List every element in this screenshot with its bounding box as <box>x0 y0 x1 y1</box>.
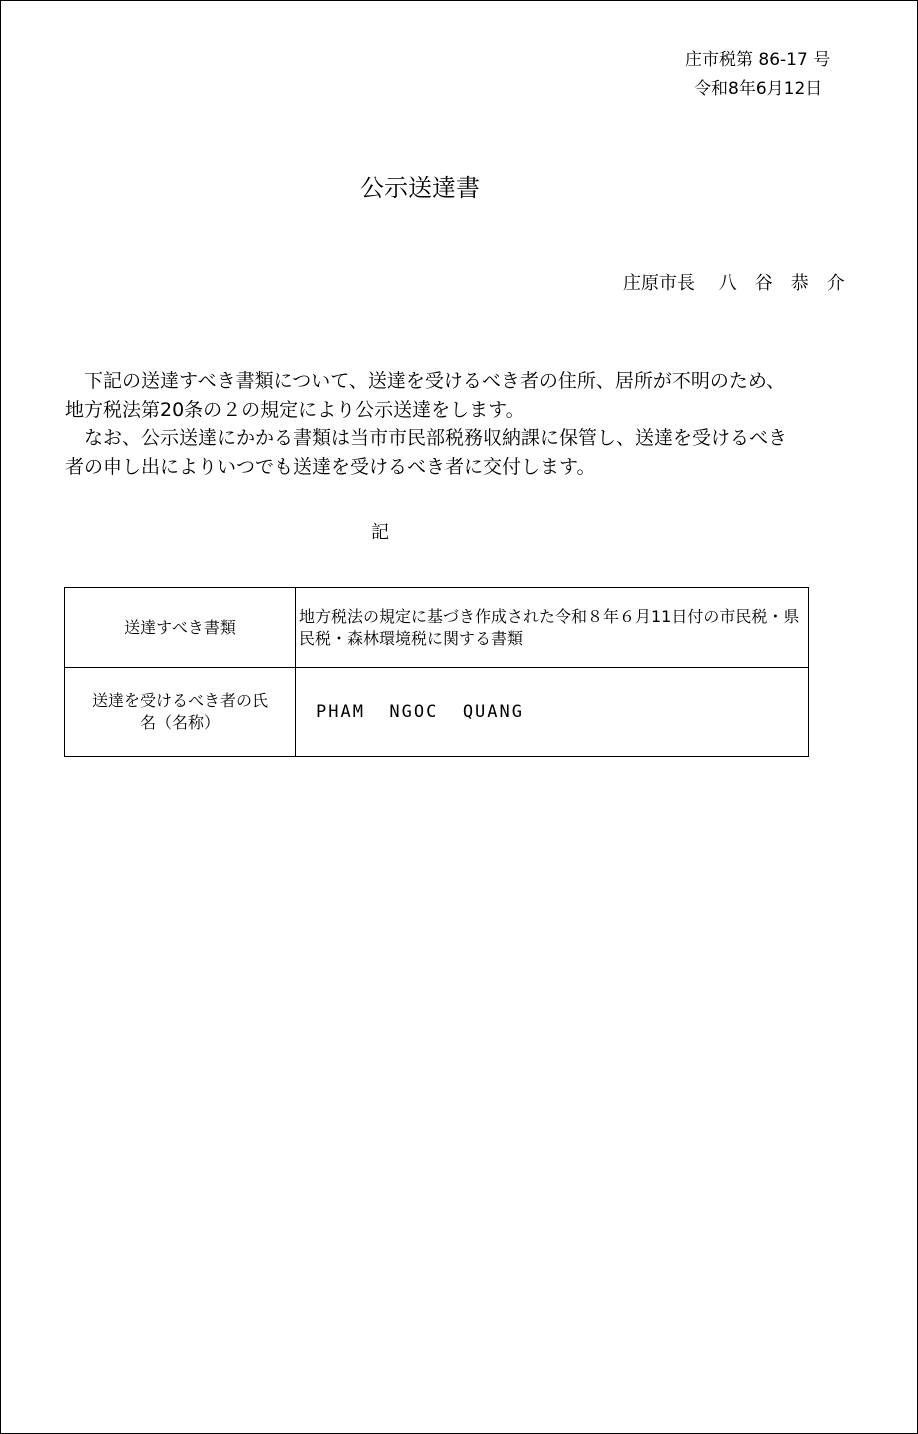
ki-marker: 記 <box>371 522 389 543</box>
table-row <box>65 668 809 757</box>
body-text <box>65 367 795 481</box>
label-recipient-text: 送達を受けるべき者の氏名（名称） <box>91 691 268 732</box>
issuer-name: 庄原市長 八 谷 恭 介 <box>623 273 845 294</box>
issue-date: 令和8年6月12日 <box>694 79 823 99</box>
body-paragraph-1: 下記の送達すべき書類について、送達を受けるべき者の住所、居所が不明のため、地方税法第20条の２の規定により公示送達をします。 <box>65 370 786 421</box>
label-recipient <box>65 668 296 757</box>
table-row <box>65 588 809 668</box>
value-documents: 地方税法の規定に基づき作成された令和８年６月11日付の市民税・県民税・森林環境税に関する書類 <box>296 588 809 668</box>
record-table <box>64 587 809 757</box>
value-recipient-name: PHAM NGOC QUANG <box>296 668 809 757</box>
label-documents: 送達すべき書類 <box>65 588 296 668</box>
body-paragraph-2: なお、公示送達にかかる書類は当市市民部税務収納課に保管し、送達を受けるべき者の申し出によりいつでも送達を受けるべき者に交付します。 <box>65 427 788 478</box>
reference-number: 庄市税第 86-17 号 <box>685 50 831 70</box>
document-title: 公示送達書 <box>360 174 480 202</box>
